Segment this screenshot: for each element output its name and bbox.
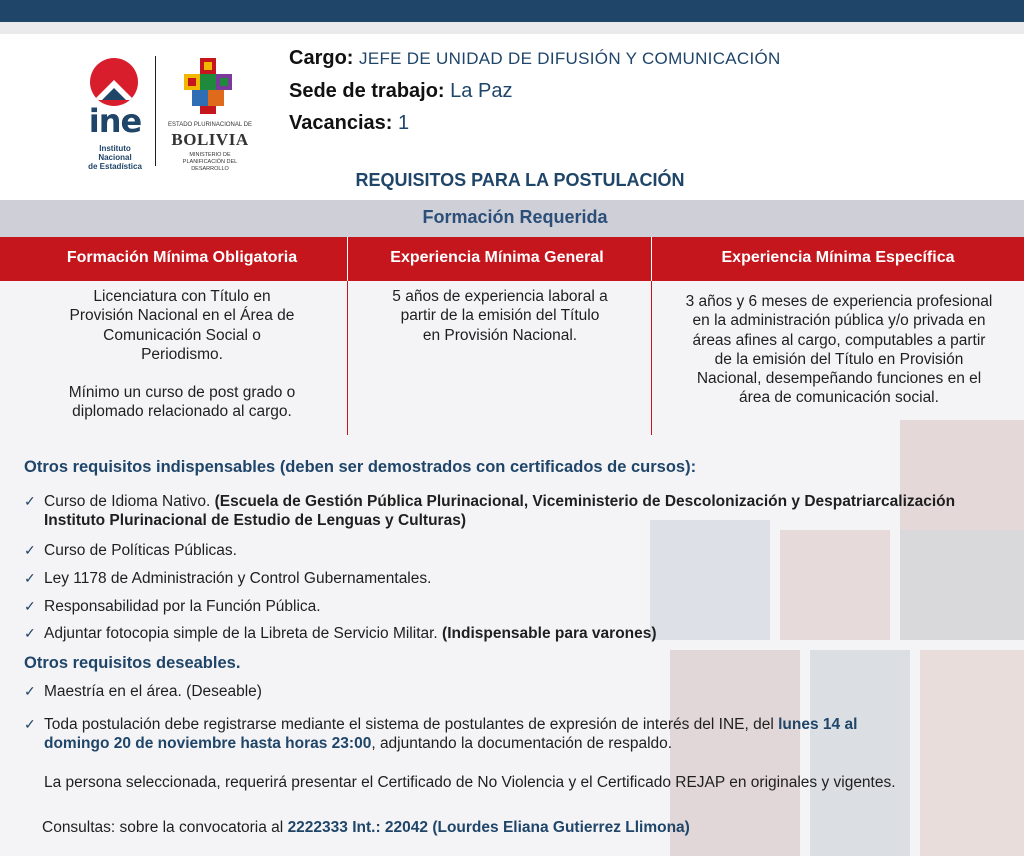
requisitos-title: REQUISITOS PARA LA POSTULACIÓN — [355, 170, 685, 190]
check-icon: ✓ — [24, 683, 36, 699]
check-icon: ✓ — [24, 598, 36, 614]
ine-logo-circle-icon — [90, 58, 138, 106]
check-icon: ✓ — [24, 493, 36, 509]
check-icon: ✓ — [24, 625, 36, 641]
ine-logo — [82, 58, 148, 171]
table-cell-formacion: Licenciatura con Título en Provisión Nacional en el Área de Comunicación Social o Periodismo. Mínimo un curso de post grado o diplomado relacionado al cargo. — [68, 288, 296, 421]
ine-logo-word: ine — [88, 102, 142, 140]
list-item: ✓ Curso de Idioma Nativo. (Escuela de Gestión Pública Plurinacional, Viceministerio de Descolonización y Despatriarcalización Instituto Plurinacional de Estudio de Lenguas y Culturas) — [24, 493, 956, 529]
table-header-divider — [347, 237, 348, 281]
table-header-divider — [651, 237, 652, 281]
bolivia-logo: ESTADO PLURINACIONAL DE BOLIVIA MINISTERIO DE PLANIFICACIÓN DEL DESARROLLO — [164, 56, 256, 168]
vacancias-line: Vacancias: 1 — [289, 112, 410, 134]
list-item: ✓ Ley 1178 de Administración y Control Gubernamentales. — [24, 570, 432, 587]
table-header-formacion: Formación Mínima Obligatoria — [66, 249, 298, 266]
logo-divider — [155, 56, 156, 166]
check-icon: ✓ — [24, 542, 36, 558]
list-item: ✓ Adjuntar fotocopia simple de la Libreta de Servicio Militar. (Indispensable para varones) — [24, 625, 657, 642]
sede-value: La Paz — [450, 80, 513, 102]
vacancias-value: 1 — [397, 112, 410, 134]
consultas-line: Consultas: sobre la convocatoria al 2222333 Int.: 22042 (Lourdes Eliana Gutierrez Llimona) — [42, 819, 690, 836]
cargo-line: Cargo: JEFE DE UNIDAD DE DIFUSIÓN Y COMUNICACIÓN — [289, 47, 781, 69]
otros-deseables-title: Otros requisitos deseables. — [24, 654, 241, 672]
check-icon: ✓ — [24, 716, 36, 732]
list-item: ✓ Toda postulación debe registrarse mediante el sistema de postulantes de expresión de interés del INE, del lunes 14 al domingo 20 de noviembre hasta horas 23:00, adjuntando la documentación de respaldo. — [24, 716, 858, 752]
top-bar — [0, 0, 1024, 22]
list-item: ✓ Curso de Políticas Públicas. — [24, 542, 237, 559]
ine-logo-subtitle: Instituto Nacional de Estadística — [88, 144, 142, 171]
table-header-exp-especifica: Experiencia Mínima Específica — [721, 249, 955, 266]
list-item: ✓ Maestría en el área. (Deseable) — [24, 683, 262, 700]
bolivia-emblem-icon — [180, 58, 236, 114]
top-strip — [0, 22, 1024, 34]
check-icon: ✓ — [24, 570, 36, 586]
list-item: ✓ Responsabilidad por la Función Pública. — [24, 598, 321, 615]
table-header-exp-general: Experiencia Mínima General — [390, 249, 604, 266]
table-column-divider — [651, 281, 652, 435]
consultas-contact: 2222333 Int.: 22042 (Lourdes Eliana Gutierrez Llimona) — [287, 819, 690, 836]
cargo-value: JEFE DE UNIDAD DE DIFUSIÓN Y COMUNICACIÓN — [359, 49, 781, 68]
otros-indispensables-title: Otros requisitos indispensables (deben ser demostrados con certificados de cursos): — [24, 458, 697, 476]
sede-line: Sede de trabajo: La Paz — [289, 80, 513, 102]
formacion-title: Formación Requerida — [422, 207, 608, 227]
table-column-divider — [347, 281, 348, 435]
nota-paragraph: La persona seleccionada, requerirá presentar el Certificado de No Violencia y el Certificado REJAP en originales y vigentes. — [44, 774, 896, 791]
table-cell-exp-general: 5 años de experiencia laboral a partir de la emisión del Título en Provisión Nacional. — [392, 288, 608, 344]
table-cell-exp-especifica: 3 años y 6 meses de experiencia profesional en la administración pública y/o privada en áreas afines al cargo, computables a partir de la emisión del Título en Provisión Nacional, desempeñando funciones en el área de comunicación social. — [685, 293, 993, 407]
